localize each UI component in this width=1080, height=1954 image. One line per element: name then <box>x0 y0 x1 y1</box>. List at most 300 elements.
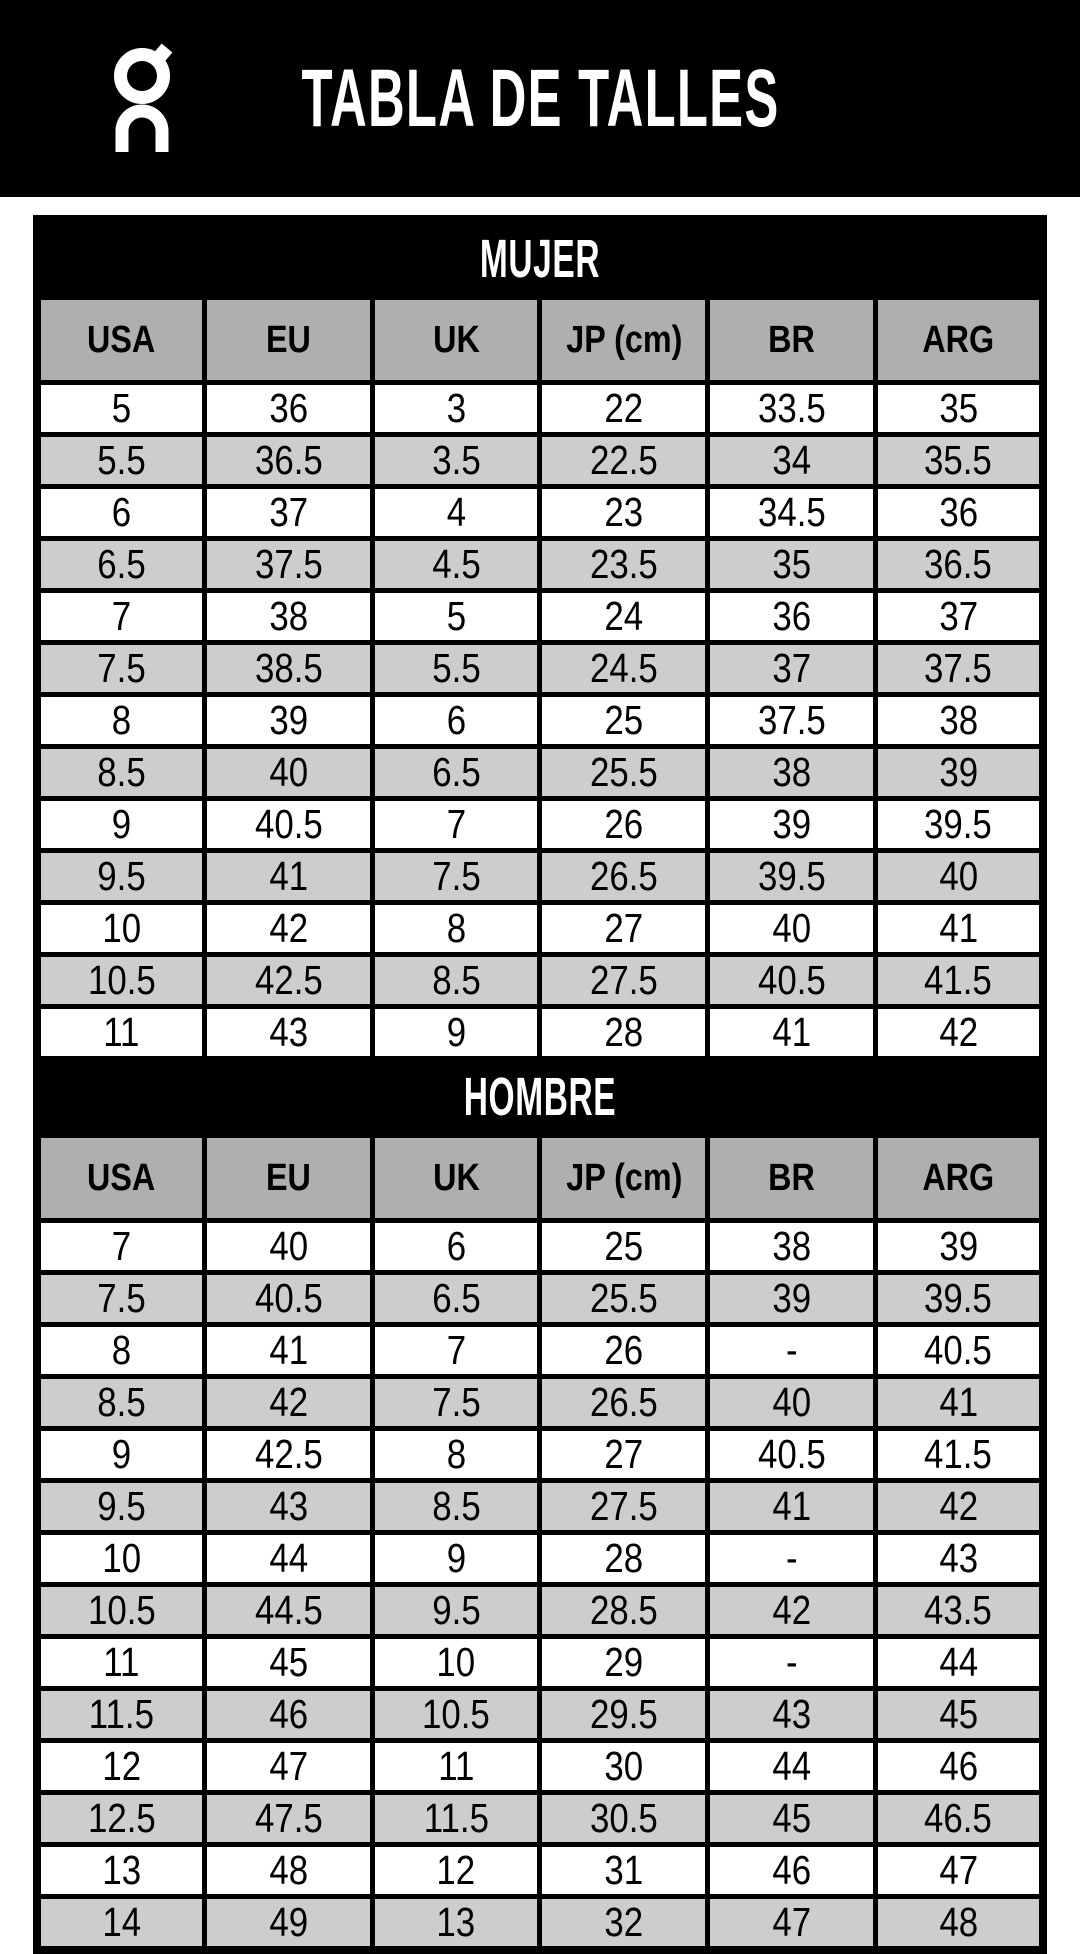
table-cell <box>875 1481 1043 1533</box>
table-cell <box>875 1377 1043 1429</box>
men-size-rows <box>37 1221 1043 1951</box>
table-row <box>37 695 1043 747</box>
table-cell <box>372 1793 540 1845</box>
cell-value: 45 <box>269 1639 308 1685</box>
cell-value: 45 <box>938 1691 978 1737</box>
table-cell <box>540 851 708 903</box>
table-row <box>37 1377 1043 1429</box>
table-cell <box>37 643 205 695</box>
cell-value: 7 <box>446 1327 466 1373</box>
cell-value: 4 <box>446 489 466 535</box>
cell-value: 25 <box>604 1223 644 1269</box>
table-cell <box>37 1377 205 1429</box>
table-cell <box>372 1637 540 1689</box>
table-cell <box>540 1377 708 1429</box>
cell-value: 43 <box>938 1535 978 1581</box>
cell-value: 42 <box>269 1379 308 1425</box>
table-cell <box>37 1533 205 1585</box>
table-cell <box>372 643 540 695</box>
cell-value: 25.5 <box>589 1275 658 1321</box>
banner-row <box>37 219 1043 298</box>
table-cell <box>708 1221 876 1273</box>
cell-value: 3.5 <box>431 437 481 483</box>
table-cell <box>372 1325 540 1377</box>
cell-value: 42 <box>938 1009 978 1055</box>
table-cell <box>37 955 205 1007</box>
table-cell <box>875 1325 1043 1377</box>
cell-value: 36.5 <box>254 437 323 483</box>
column-header-jp <box>540 298 708 383</box>
table-row <box>37 1897 1043 1951</box>
table-cell <box>875 747 1043 799</box>
table-cell <box>708 487 876 539</box>
table-row <box>37 1325 1043 1377</box>
table-cell <box>37 799 205 851</box>
table-row <box>37 903 1043 955</box>
column-header-label: EU <box>266 318 311 361</box>
cell-value: 47 <box>938 1847 978 1893</box>
table-cell <box>372 1689 540 1741</box>
table-cell <box>540 643 708 695</box>
table-cell <box>875 1429 1043 1481</box>
table-row <box>37 1533 1043 1585</box>
table-cell <box>540 1741 708 1793</box>
cell-value: 7.5 <box>97 1275 146 1321</box>
table-row <box>37 1741 1043 1793</box>
table-cell <box>708 1637 876 1689</box>
cell-value: 38 <box>772 1223 811 1269</box>
table-cell <box>205 1221 373 1273</box>
table-cell <box>372 435 540 487</box>
cell-value: 49 <box>269 1899 308 1945</box>
table-cell <box>205 539 373 591</box>
cell-value: 43 <box>269 1009 308 1055</box>
cell-value: 5.5 <box>431 645 481 691</box>
cell-value: 33.5 <box>757 385 826 431</box>
cell-value: 44.5 <box>254 1587 323 1633</box>
cell-value: 27.5 <box>589 1483 658 1529</box>
cell-value: 6 <box>111 489 132 535</box>
table-cell <box>540 1585 708 1637</box>
cell-value: 36.5 <box>924 541 993 587</box>
cell-value: 45 <box>772 1795 811 1841</box>
cell-value: 7 <box>446 801 466 847</box>
cell-value: 41 <box>269 1327 308 1373</box>
table-cell <box>540 903 708 955</box>
table-cell <box>37 1325 205 1377</box>
table-row <box>37 539 1043 591</box>
column-header-eu <box>205 298 373 383</box>
cell-value: 25 <box>604 697 644 743</box>
table-row <box>37 1689 1043 1741</box>
table-cell <box>540 955 708 1007</box>
table-cell <box>875 1533 1043 1585</box>
section-banner-mujer <box>37 219 1043 298</box>
cell-value: - <box>785 1639 798 1685</box>
cell-value: 8 <box>446 1431 466 1477</box>
table-cell <box>540 1793 708 1845</box>
cell-value: 42.5 <box>254 957 323 1003</box>
cell-value: 7.5 <box>431 853 481 899</box>
cell-value: 8.5 <box>97 749 146 795</box>
table-cell <box>372 1533 540 1585</box>
table-cell <box>205 1585 373 1637</box>
table-cell <box>708 747 876 799</box>
table-cell <box>372 1377 540 1429</box>
cell-value: 38 <box>269 593 308 639</box>
table-cell <box>875 799 1043 851</box>
cell-value: 12 <box>102 1743 141 1789</box>
table-cell <box>205 799 373 851</box>
table-cell <box>205 1429 373 1481</box>
table-cell <box>372 539 540 591</box>
cell-value: 8.5 <box>431 1483 481 1529</box>
cell-value: 41 <box>938 905 978 951</box>
cell-value: 35 <box>772 541 811 587</box>
cell-value: 39.5 <box>924 1275 993 1321</box>
table-cell <box>875 487 1043 539</box>
cell-value: 47.5 <box>254 1795 323 1841</box>
cell-value: 27 <box>604 1431 644 1477</box>
banner-row <box>37 1059 1043 1136</box>
table-cell <box>205 695 373 747</box>
table-cell <box>540 1325 708 1377</box>
cell-value: 9 <box>446 1009 466 1055</box>
table-cell <box>875 539 1043 591</box>
column-header-row <box>37 298 1043 383</box>
women-size-rows <box>37 383 1043 1059</box>
table-cell <box>708 1429 876 1481</box>
cell-value: 6 <box>446 1223 466 1269</box>
table-cell <box>205 643 373 695</box>
table-cell <box>37 591 205 643</box>
table-row <box>37 1845 1043 1897</box>
table-cell <box>708 1007 876 1059</box>
cell-value: 42.5 <box>254 1431 323 1477</box>
column-header-br <box>708 1136 876 1221</box>
column-header-label: UK <box>432 318 480 361</box>
cell-value: 8 <box>111 697 132 743</box>
cell-value: 39 <box>938 749 978 795</box>
cell-value: 6.5 <box>431 1275 481 1321</box>
table-cell <box>708 1897 876 1951</box>
table-cell <box>205 1741 373 1793</box>
table-cell <box>372 747 540 799</box>
table-cell <box>205 1845 373 1897</box>
table-cell <box>37 539 205 591</box>
cell-value: 37 <box>772 645 811 691</box>
table-cell <box>708 1689 876 1741</box>
cell-value: 6 <box>446 697 466 743</box>
cell-value: 37.5 <box>757 697 826 743</box>
column-header-jp <box>540 1136 708 1221</box>
cell-value: - <box>785 1535 798 1581</box>
cell-value: 46.5 <box>924 1795 993 1841</box>
table-cell <box>708 1377 876 1429</box>
table-cell <box>372 1429 540 1481</box>
table-row <box>37 747 1043 799</box>
table-cell <box>708 591 876 643</box>
table-cell <box>875 1221 1043 1273</box>
table-cell <box>708 799 876 851</box>
cell-value: 39.5 <box>924 801 993 847</box>
table-cell <box>205 1007 373 1059</box>
table-cell <box>875 1845 1043 1897</box>
column-header-uk <box>372 298 540 383</box>
cell-value: 40.5 <box>254 1275 323 1321</box>
table-cell <box>37 1585 205 1637</box>
cell-value: 5 <box>446 593 466 639</box>
table-cell <box>37 1637 205 1689</box>
table-cell <box>205 1689 373 1741</box>
table-cell <box>875 1007 1043 1059</box>
table-cell <box>37 903 205 955</box>
table-cell <box>708 1845 876 1897</box>
table-cell <box>372 903 540 955</box>
cell-value: 48 <box>269 1847 308 1893</box>
cell-value: 36 <box>938 489 978 535</box>
cell-value: 43.5 <box>924 1587 993 1633</box>
cell-value: 40.5 <box>757 1431 826 1477</box>
cell-value: 13 <box>436 1899 476 1945</box>
table-cell <box>37 1007 205 1059</box>
table-cell <box>875 903 1043 955</box>
table-cell <box>540 435 708 487</box>
table-cell <box>875 1741 1043 1793</box>
cell-value: 9.5 <box>97 853 146 899</box>
column-header-label: JP (cm) <box>565 318 682 361</box>
table-cell <box>540 695 708 747</box>
cell-value: 41 <box>772 1009 811 1055</box>
table-cell <box>205 747 373 799</box>
table-cell <box>875 1793 1043 1845</box>
table-cell <box>708 435 876 487</box>
table-cell <box>37 1741 205 1793</box>
cell-value: 25.5 <box>589 749 658 795</box>
cell-value: 23.5 <box>589 541 658 587</box>
table-cell <box>205 435 373 487</box>
cell-value: 40 <box>269 749 308 795</box>
table-cell <box>708 851 876 903</box>
table-cell <box>708 1325 876 1377</box>
table-row <box>37 799 1043 851</box>
cell-value: 47 <box>772 1899 811 1945</box>
cell-value: 28.5 <box>589 1587 658 1633</box>
cell-value: 26 <box>604 801 644 847</box>
table-cell <box>372 1897 540 1951</box>
cell-value: 35 <box>938 385 978 431</box>
cell-value: 11 <box>103 1639 140 1685</box>
cell-value: 26.5 <box>589 1379 658 1425</box>
cell-value: 41.5 <box>924 1431 993 1477</box>
cell-value: 22.5 <box>589 437 658 483</box>
table-cell <box>372 955 540 1007</box>
table-cell <box>205 383 373 435</box>
cell-value: 26 <box>604 1327 644 1373</box>
table-cell <box>205 591 373 643</box>
table-cell <box>540 1845 708 1897</box>
cell-value: 26.5 <box>589 853 658 899</box>
cell-value: 10 <box>102 905 141 951</box>
cell-value: 6.5 <box>97 541 146 587</box>
table-cell <box>37 1897 205 1951</box>
cell-value: 9 <box>111 1431 132 1477</box>
cell-value: 31 <box>604 1847 644 1893</box>
table-cell <box>37 383 205 435</box>
table-row <box>37 1221 1043 1273</box>
table-cell <box>372 1741 540 1793</box>
table-cell <box>540 1637 708 1689</box>
table-cell <box>372 591 540 643</box>
table-row <box>37 1429 1043 1481</box>
table-row <box>37 851 1043 903</box>
table-cell <box>708 1585 876 1637</box>
cell-value: 39 <box>269 697 308 743</box>
women-section-banner <box>37 219 1043 298</box>
table-cell <box>708 383 876 435</box>
table-row <box>37 1637 1043 1689</box>
table-cell <box>708 1481 876 1533</box>
column-header-eu <box>205 1136 373 1221</box>
table-cell <box>205 1377 373 1429</box>
table-cell <box>875 1897 1043 1951</box>
column-header-label: ARG <box>922 318 995 361</box>
cell-value: 35.5 <box>924 437 993 483</box>
size-chart-table <box>33 215 1047 1954</box>
cell-value: 29 <box>604 1639 644 1685</box>
cell-value: 10.5 <box>422 1691 491 1737</box>
cell-value: 11 <box>438 1743 475 1789</box>
cell-value: 34 <box>772 437 811 483</box>
cell-value: 37.5 <box>254 541 323 587</box>
cell-value: 37 <box>269 489 308 535</box>
cell-value: 9.5 <box>97 1483 146 1529</box>
cell-value: 30 <box>604 1743 644 1789</box>
column-header-label: USA <box>87 318 156 361</box>
table-row <box>37 1793 1043 1845</box>
cell-value: 40 <box>269 1223 308 1269</box>
table-cell <box>540 1221 708 1273</box>
cell-value: 38.5 <box>254 645 323 691</box>
table-cell <box>540 799 708 851</box>
cell-value: 9 <box>111 801 132 847</box>
table-cell <box>372 695 540 747</box>
table-cell <box>708 1273 876 1325</box>
column-header-label: USA <box>87 1156 156 1199</box>
on-logo-icon <box>112 38 172 152</box>
table-cell <box>875 383 1043 435</box>
table-cell <box>875 955 1043 1007</box>
cell-value: 3 <box>446 385 466 431</box>
table-cell <box>540 1533 708 1585</box>
column-header-label: JP (cm) <box>565 1156 682 1199</box>
table-row <box>37 591 1043 643</box>
cell-value: 7.5 <box>431 1379 481 1425</box>
table-cell <box>372 851 540 903</box>
table-cell <box>540 1273 708 1325</box>
table-cell <box>205 1897 373 1951</box>
column-header-usa <box>37 298 205 383</box>
cell-value: 42 <box>938 1483 978 1529</box>
cell-value: 8 <box>446 905 466 951</box>
table-cell <box>708 1741 876 1793</box>
table-cell <box>708 695 876 747</box>
cell-value: 8 <box>111 1327 132 1373</box>
cell-value: 27.5 <box>589 957 658 1003</box>
cell-value: 29.5 <box>589 1691 658 1737</box>
cell-value: 27 <box>604 905 644 951</box>
cell-value: 47 <box>269 1743 308 1789</box>
table-cell <box>37 1845 205 1897</box>
table-cell <box>372 383 540 435</box>
cell-value: 46 <box>938 1743 978 1789</box>
table-cell <box>37 1273 205 1325</box>
cell-value: 28 <box>604 1009 644 1055</box>
cell-value: 40.5 <box>924 1327 993 1373</box>
cell-value: 46 <box>772 1847 811 1893</box>
cell-value: 37 <box>938 593 978 639</box>
cell-value: 22 <box>604 385 644 431</box>
table-row <box>37 487 1043 539</box>
table-cell <box>205 1533 373 1585</box>
table-cell <box>540 1897 708 1951</box>
title-bar <box>0 0 1080 197</box>
cell-value: 40.5 <box>254 801 323 847</box>
table-cell <box>540 1481 708 1533</box>
cell-value: 39 <box>938 1223 978 1269</box>
cell-value: 10 <box>102 1535 141 1581</box>
column-header-label: ARG <box>922 1156 995 1199</box>
cell-value: 44 <box>269 1535 308 1581</box>
cell-value: 10.5 <box>87 957 156 1003</box>
table-cell <box>875 1273 1043 1325</box>
cell-value: 23 <box>604 489 644 535</box>
cell-value: 36 <box>269 385 308 431</box>
table-cell <box>205 1325 373 1377</box>
table-cell <box>37 851 205 903</box>
section-title-mujer: MUJER <box>479 229 601 289</box>
cell-value: 40 <box>772 1379 811 1425</box>
table-cell <box>540 383 708 435</box>
cell-value: 11 <box>103 1009 140 1055</box>
women-column-headers <box>37 298 1043 383</box>
column-header-label: UK <box>432 1156 480 1199</box>
table-cell <box>37 1221 205 1273</box>
cell-value: 41 <box>772 1483 811 1529</box>
cell-value: 4.5 <box>431 541 481 587</box>
column-header-usa <box>37 1136 205 1221</box>
cell-value: 39.5 <box>757 853 826 899</box>
cell-value: 11.5 <box>423 1795 489 1841</box>
table-cell <box>372 1273 540 1325</box>
column-header-label: BR <box>768 318 815 361</box>
cell-value: 40.5 <box>757 957 826 1003</box>
cell-value: 7 <box>111 593 132 639</box>
table-cell <box>372 1845 540 1897</box>
cell-value: 8.5 <box>431 957 481 1003</box>
table-cell <box>37 487 205 539</box>
cell-value: 42 <box>772 1587 811 1633</box>
column-header-label: BR <box>768 1156 815 1199</box>
table-cell <box>37 747 205 799</box>
table-cell <box>875 695 1043 747</box>
table-cell <box>708 1793 876 1845</box>
cell-value: 9.5 <box>431 1587 481 1633</box>
table-row <box>37 435 1043 487</box>
men-section-banner <box>37 1059 1043 1136</box>
table-row <box>37 1585 1043 1637</box>
cell-value: 24.5 <box>589 645 658 691</box>
